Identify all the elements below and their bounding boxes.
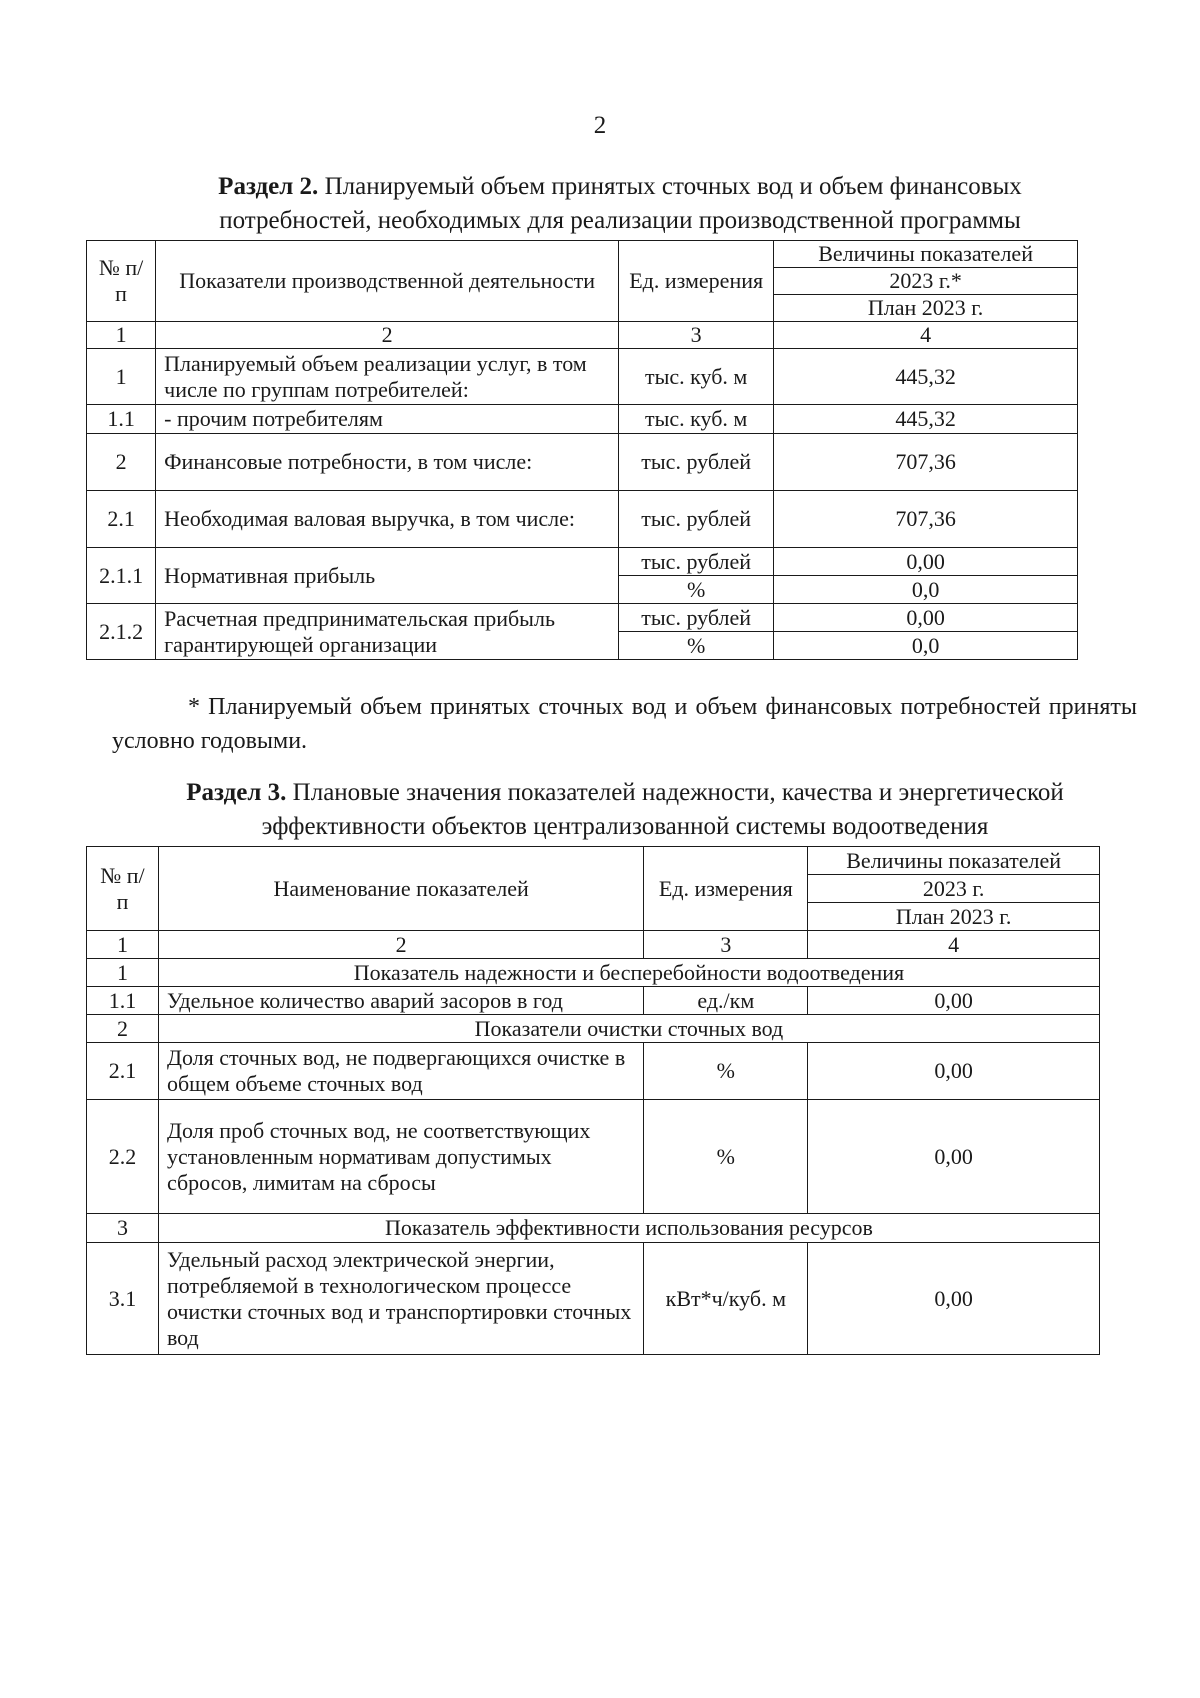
group-title: Показатели очистки сточных вод [158, 1015, 1099, 1043]
row-num: 1 [87, 349, 156, 405]
row-num: 1.1 [87, 405, 156, 434]
row-name: Финансовые потребности, в том числе: [156, 434, 619, 491]
table-row [87, 987, 1100, 1015]
row-name: Нормативная прибыль [156, 548, 619, 604]
header-unit: Ед. измерения [619, 241, 774, 322]
row-unit: тыс. рублей [619, 548, 774, 576]
row-name: Доля проб сточных вод, не соответствующих установленным нормативам допустимых сбросов, лимитам на сбросы [158, 1100, 643, 1214]
row-num: 3.1 [87, 1243, 159, 1355]
row-name: Расчетная предпринимательская прибыль гарантирующей организации [156, 604, 619, 660]
row-value: 707,36 [774, 491, 1078, 548]
group-num: 1 [87, 959, 159, 987]
row-value: 0,00 [808, 1243, 1100, 1355]
group-row [87, 1214, 1100, 1243]
table-row [87, 1100, 1100, 1214]
section-3-table [86, 846, 1100, 1355]
row-name: Необходимая валовая выручка, в том числе: [156, 491, 619, 548]
row-value: 0,0 [774, 632, 1078, 660]
row-unit: % [644, 1100, 808, 1214]
header-num: № п/п [87, 847, 159, 931]
row-value: 707,36 [774, 434, 1078, 491]
section-2-heading-bold: Раздел 2. [218, 173, 319, 200]
section-3-heading [110, 776, 1140, 844]
col-number: 2 [158, 931, 643, 959]
row-value: 0,00 [808, 1100, 1100, 1214]
page-number: 2 [593, 112, 607, 139]
section-2-table [86, 240, 1078, 660]
header-year: 2023 г. [808, 875, 1100, 903]
group-row [87, 959, 1100, 987]
table-row [87, 548, 1078, 576]
row-unit: кВт*ч/куб. м [644, 1243, 808, 1355]
section-2-heading [140, 170, 1100, 238]
row-value: 0,00 [774, 604, 1078, 632]
row-unit: % [619, 576, 774, 604]
col-number: 3 [619, 322, 774, 349]
col-number: 3 [644, 931, 808, 959]
row-unit: % [619, 632, 774, 660]
row-name: Удельный расход электрической энергии, потребляемой в технологическом процессе очистки сточных вод и транспортировки сточных вод [158, 1243, 643, 1355]
table-row [87, 434, 1078, 491]
table-row [87, 1243, 1100, 1355]
row-unit: тыс. рублей [619, 604, 774, 632]
row-unit: тыс. куб. м [619, 405, 774, 434]
group-title: Показатель эффективности использования ресурсов [158, 1214, 1099, 1243]
group-num: 3 [87, 1214, 159, 1243]
row-name: Удельное количество аварий засоров в год [158, 987, 643, 1015]
header-plan: План 2023 г. [808, 903, 1100, 931]
table-row [87, 491, 1078, 548]
row-num: 2.2 [87, 1100, 159, 1214]
section-3-heading-bold: Раздел 3. [186, 779, 287, 806]
row-value: 0,00 [774, 548, 1078, 576]
row-value: 445,32 [774, 349, 1078, 405]
header-values: Величины показателей [808, 847, 1100, 875]
header-unit: Ед. измерения [644, 847, 808, 931]
row-unit: тыс. куб. м [619, 349, 774, 405]
row-num: 2.1 [87, 1043, 159, 1100]
header-indicator: Показатели производственной деятельности [156, 241, 619, 322]
row-unit: тыс. рублей [619, 434, 774, 491]
row-num: 2 [87, 434, 156, 491]
header-indicator: Наименование показателей [158, 847, 643, 931]
row-unit: % [644, 1043, 808, 1100]
col-number: 2 [156, 322, 619, 349]
header-values: Величины показателей [774, 241, 1078, 268]
row-value: 0,00 [808, 987, 1100, 1015]
row-num: 2.1 [87, 491, 156, 548]
section-2-note: * Планируемый объем принятых сточных вод и объем финансовых потребностей приняты условно годовыми. [112, 694, 1137, 754]
header-plan: План 2023 г. [774, 295, 1078, 322]
col-number: 1 [87, 931, 159, 959]
group-row [87, 1015, 1100, 1043]
row-unit: тыс. рублей [619, 491, 774, 548]
col-number: 4 [808, 931, 1100, 959]
section-3-heading-text: Плановые значения показателей надежности, качества и энергетической эффективности объектов централизованной системы водоотведения [261, 779, 1064, 840]
row-name: Доля сточных вод, не подвергающихся очистке в общем объеме сточных вод [158, 1043, 643, 1100]
header-num: № п/п [87, 241, 156, 322]
row-name: Планируемый объем реализации услуг, в том числе по группам потребителей: [156, 349, 619, 405]
table-row [87, 349, 1078, 405]
row-num: 2.1.2 [87, 604, 156, 660]
group-num: 2 [87, 1015, 159, 1043]
section-2-heading-text: Планируемый объем принятых сточных вод и объем финансовых потребностей, необходимых для реализации производственной программы [219, 173, 1022, 234]
row-value: 0,0 [774, 576, 1078, 604]
row-value: 0,00 [808, 1043, 1100, 1100]
row-value: 445,32 [774, 405, 1078, 434]
col-number: 4 [774, 322, 1078, 349]
row-unit: ед./км [644, 987, 808, 1015]
col-number: 1 [87, 322, 156, 349]
table-row [87, 1043, 1100, 1100]
table-row [87, 604, 1078, 632]
header-year: 2023 г.* [774, 268, 1078, 295]
group-title: Показатель надежности и бесперебойности водоотведения [158, 959, 1099, 987]
row-name: - прочим потребителям [156, 405, 619, 434]
table-row [87, 405, 1078, 434]
row-num: 2.1.1 [87, 548, 156, 604]
row-num: 1.1 [87, 987, 159, 1015]
